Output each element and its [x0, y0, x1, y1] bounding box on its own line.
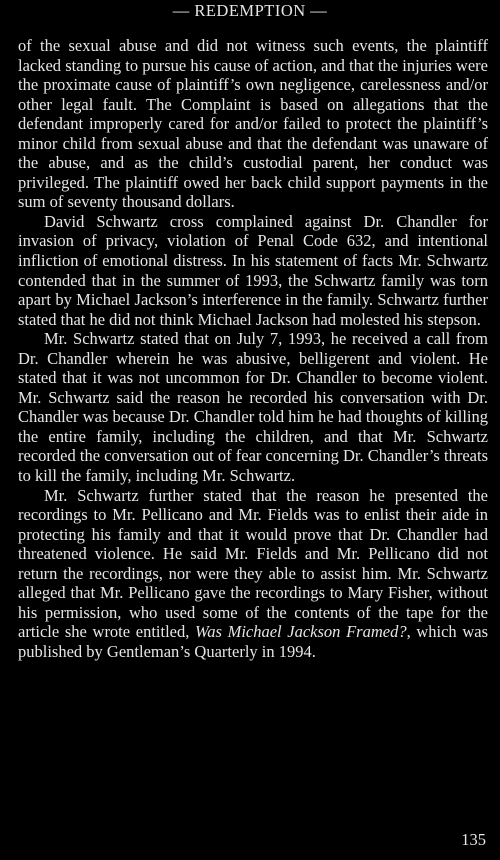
paragraph-2: David Schwartz cross complained against Dr. Chandler for invasion of privacy, violation of Penal Code 632, and intentional infliction of emotional distress. In his statement of facts Mr. Schwartz contended that in the summer of 1993, the Schwartz family was torn apart by Michael Jackson’s interference in the family. Schwartz further stated that he did not think Michael Jackson had molested his stepson.: [18, 211, 488, 329]
paragraph-4: [18, 486, 488, 662]
running-head: — REDEMPTION —: [172, 1, 328, 20]
page-number: 135: [461, 830, 486, 849]
article-title: Was Michael Jackson Framed?: [195, 622, 407, 642]
paragraph-4-end: , which was published by Gentleman’s Quarterly in 1994.: [18, 622, 488, 661]
body-text: [18, 36, 488, 662]
paragraph-3: Mr. Schwartz stated that on July 7, 1993, he received a call from Dr. Chandler wherein he was abusive, belligerent and violent. He stated that it was not uncommon for Dr. Chandler to become violent. Mr. Schwartz said the reason he recorded his conversation with Dr. Chandler was because Dr. Chandler told him he had thoughts of killing the entire family, including the children, and that Mr. Schwartz recorded the conversation out of fear concerning Dr. Chandler’s threats to kill the family, including Mr. Schwartz.: [18, 329, 488, 486]
paragraph-1: of the sexual abuse and did not witness such events, the plaintiff lacked standing to pursue his cause of action, and that the injuries were the proximate cause of plaintiff’s own negligence, carelessness and/or other legal fault. The Complaint is based on allegations that the defendant improperly cared for and/or failed to protect the plaintiff’s minor child from sexual abuse and that the defendant was unaware of the abuse, and as the child’s custodial parent, her conduct was privileged. The plaintiff owed her back child support payments in the sum of seventy thousand dollars.: [18, 36, 488, 212]
paragraph-4-start: Mr. Schwartz further stated that the reason he presented the recordings to Mr. Pellicano and Mr. Fields was to enlist their aide in protecting his family and that it would prove that Dr. Chandler had threatened violence. He said Mr. Fields and Mr. Pellicano did not return the recordings, nor were they able to assist him. Mr. Schwartz alleged that Mr. Pellicano gave the recordings to Mary Fisher, without his permission, who used some of the contents of the tape for the article she wrote entitled,: [18, 485, 488, 642]
